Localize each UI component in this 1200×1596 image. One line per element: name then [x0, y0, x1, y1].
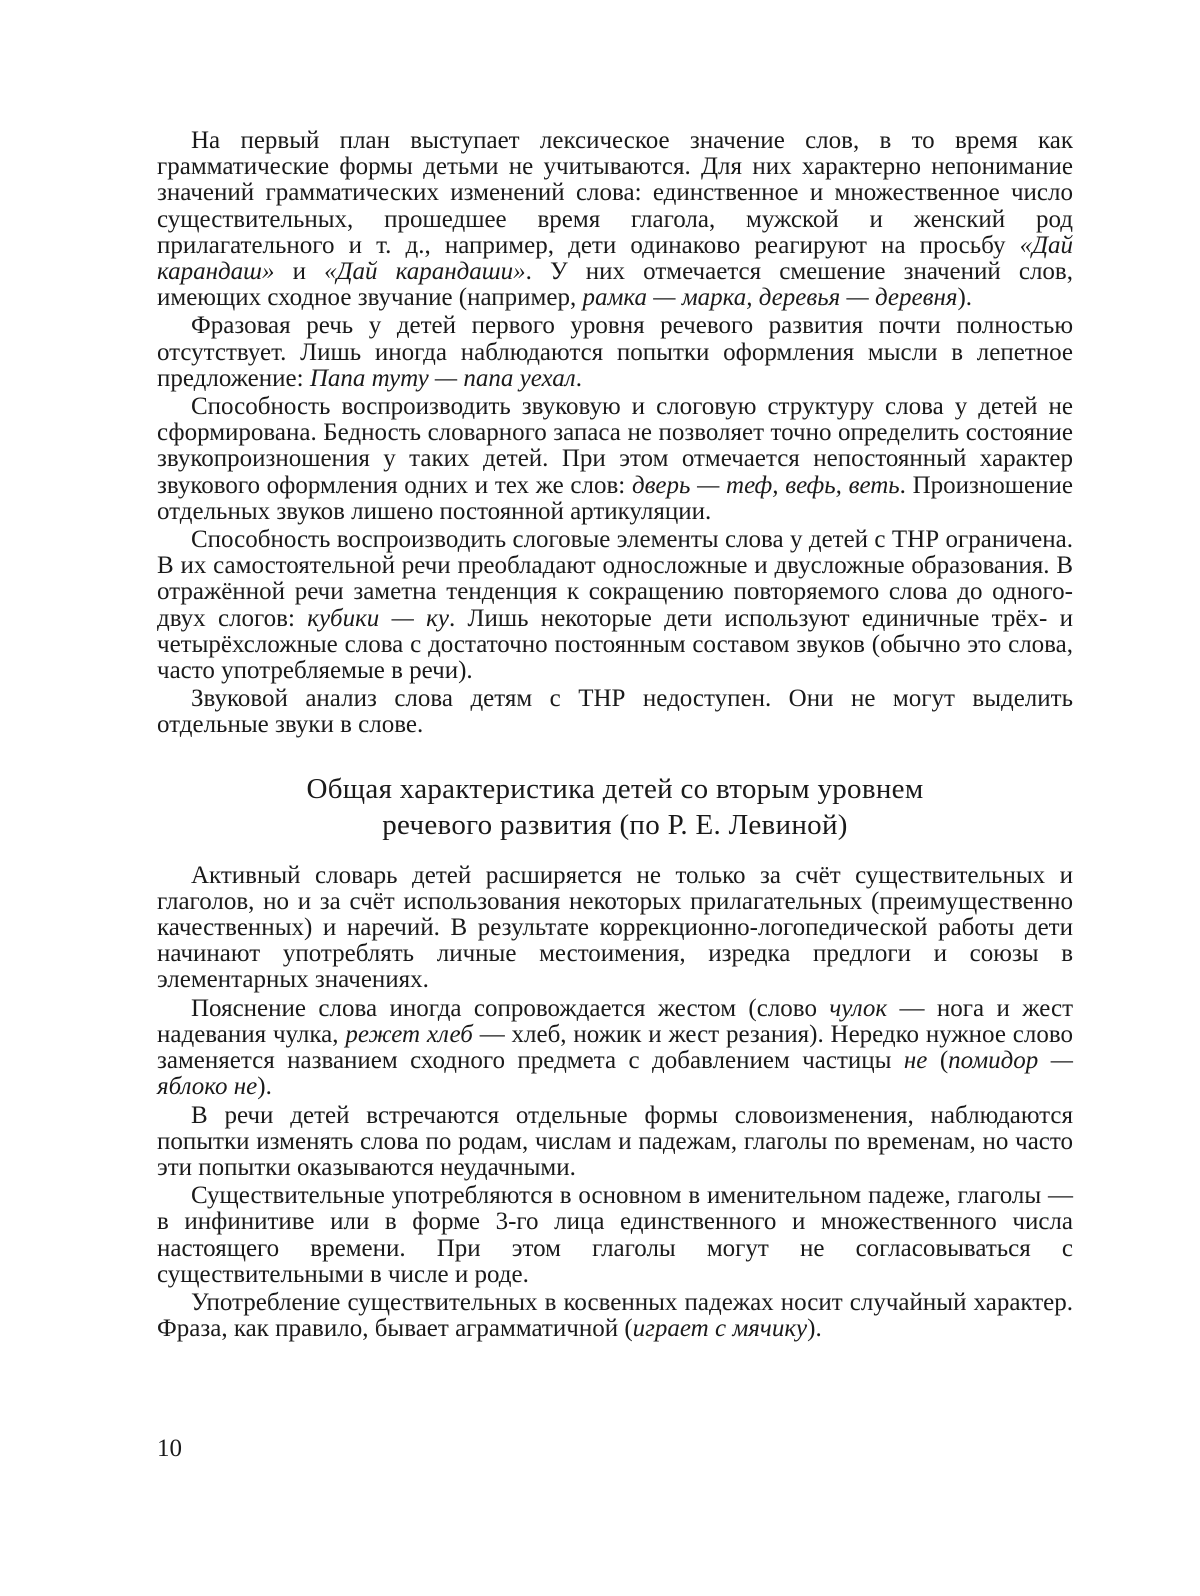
text-run: — нога и жест надевания чулка,	[157, 994, 1073, 1048]
paragraph-nouns-verbs	[157, 1183, 1073, 1288]
italic-example: «Дай карандаш»	[157, 231, 1073, 286]
section-heading	[157, 771, 1073, 843]
text-run: Существительные употребляются в основном в именительном падеже, глаголы — в инфинитиве или в форме 3-го лица единственного и множественного числа настоящего времени. При этом глаголы могут не согласовываться с существительными в числе и роде.	[157, 1182, 1073, 1288]
text-run: . Произношение отдельных звуков лишено постоянной артикуляции.	[157, 471, 1073, 525]
paragraph-lexical-meaning	[157, 128, 1073, 311]
text-run: — хлеб, ножик и жест резания). Нередко нужное слово заменяется названием сходного предмета с добавлением частицы	[157, 1020, 1073, 1075]
text-run: ).	[957, 284, 973, 312]
text-run: . У них отмечается смешение значений слов, имеющих сходное звучание (например,	[157, 258, 1073, 312]
text-run: (	[927, 1047, 949, 1075]
paragraph-active-vocabulary	[157, 863, 1073, 994]
text-run: Способность воспроизводить слоговые элементы слова у детей с ТНР ограничена. В их самостоятельной речи преобладают односложные и двусложные образования. В отражённой речи заметна тенденция к сокращению повторяемого слова до одного-двух слогов:	[157, 526, 1073, 632]
text-run: Способность воспроизводить звуковую и слоговую структуру слова у детей не сформирована. Бедность словарного запаса не позволяет точно определить состояние звукопроизношения у таких детей. При этом отмечается непостоянный характер звукового оформления одних и тех же слов:	[157, 393, 1073, 499]
text-run: Фразовая речь у детей первого уровня речевого развития почти полностью отсутствует. Лишь иногда наблюдаются попытки оформления мысли в лепетное предложение:	[157, 312, 1073, 392]
italic-example: играет с мячику	[632, 1315, 808, 1343]
text-run: Звуковой анализ слова детям с ТНР недоступен. Они не могут выделить отдельные звуки в слове.	[157, 685, 1073, 739]
paragraph-phrasal-speech	[157, 313, 1073, 392]
paragraph-sound-analysis	[157, 686, 1073, 738]
text-run: Активный словарь детей расширяется не только за счёт существительных и глаголов, но и за счёт использования некоторых прилагательных (преимущественно качественных) и наречий. В результате коррекционно-логопедической работы дети начинают употреблять личные местоимения, изредка предлоги и союзы в элементарных значениях.	[157, 861, 1073, 994]
text-run: Пояснение слова иногда сопровождается жестом (слово	[191, 994, 830, 1022]
italic-example: «Дай карандаши»	[324, 258, 526, 286]
paragraph-word-forms	[157, 1103, 1073, 1182]
paragraph-syllable-elements	[157, 527, 1073, 684]
text-run: и	[274, 258, 325, 286]
italic-example: не	[903, 1047, 928, 1075]
italic-example: помидор — яблоко не	[157, 1047, 1073, 1101]
paragraph-sound-structure	[157, 394, 1073, 525]
page-number: 10	[157, 1435, 182, 1462]
text-run: ).	[257, 1073, 272, 1101]
italic-example: дверь — теф, вефь, веть	[631, 471, 900, 499]
text-run: Употребление существительных в косвенных падежах носит случайный характер. Фраза, как правило, бывает аграмматичной (	[157, 1288, 1073, 1343]
italic-example: режет хлеб	[345, 1020, 473, 1048]
italic-example: чулок	[829, 994, 888, 1022]
italic-example: Папа туту — папа уехал	[309, 364, 576, 392]
paragraph-oblique-cases	[157, 1290, 1073, 1342]
text-run: ).	[807, 1315, 822, 1343]
text-run: В речи детей встречаются отдельные формы словоизменения, наблюдаются попытки изменять слова по родам, числам и падежам, глаголы по временам, но часто эти попытки оказываются неудачными.	[157, 1101, 1073, 1181]
italic-example: кубики — ку	[307, 604, 449, 632]
heading-line-2: речевого развития (по Р. Е. Левиной)	[382, 808, 848, 841]
paragraph-word-explanation	[157, 996, 1073, 1101]
text-run: .	[575, 364, 582, 392]
italic-example: рамка — марка, деревья — деревня	[582, 284, 958, 312]
text-run: На первый план выступает лексическое значение слов, в то время как грамматические формы детьми не учитываются. Для них характерно непонимание значений грамматических изменений слова: единственное и множественное число существительных, прошедшее время глагола, мужской и женский род прилагательного и т. д., например, дети одинаково реагируют на просьбу	[157, 127, 1073, 259]
page-body	[157, 128, 1073, 1342]
text-run: . Лишь некоторые дети используют единичные трёх- и четырёхсложные слова с достаточно постоянным составом звуков (обычно это слова, часто употребляемые в речи).	[157, 604, 1074, 685]
heading-line-1: Общая характеристика детей со вторым уровнем	[306, 772, 924, 805]
